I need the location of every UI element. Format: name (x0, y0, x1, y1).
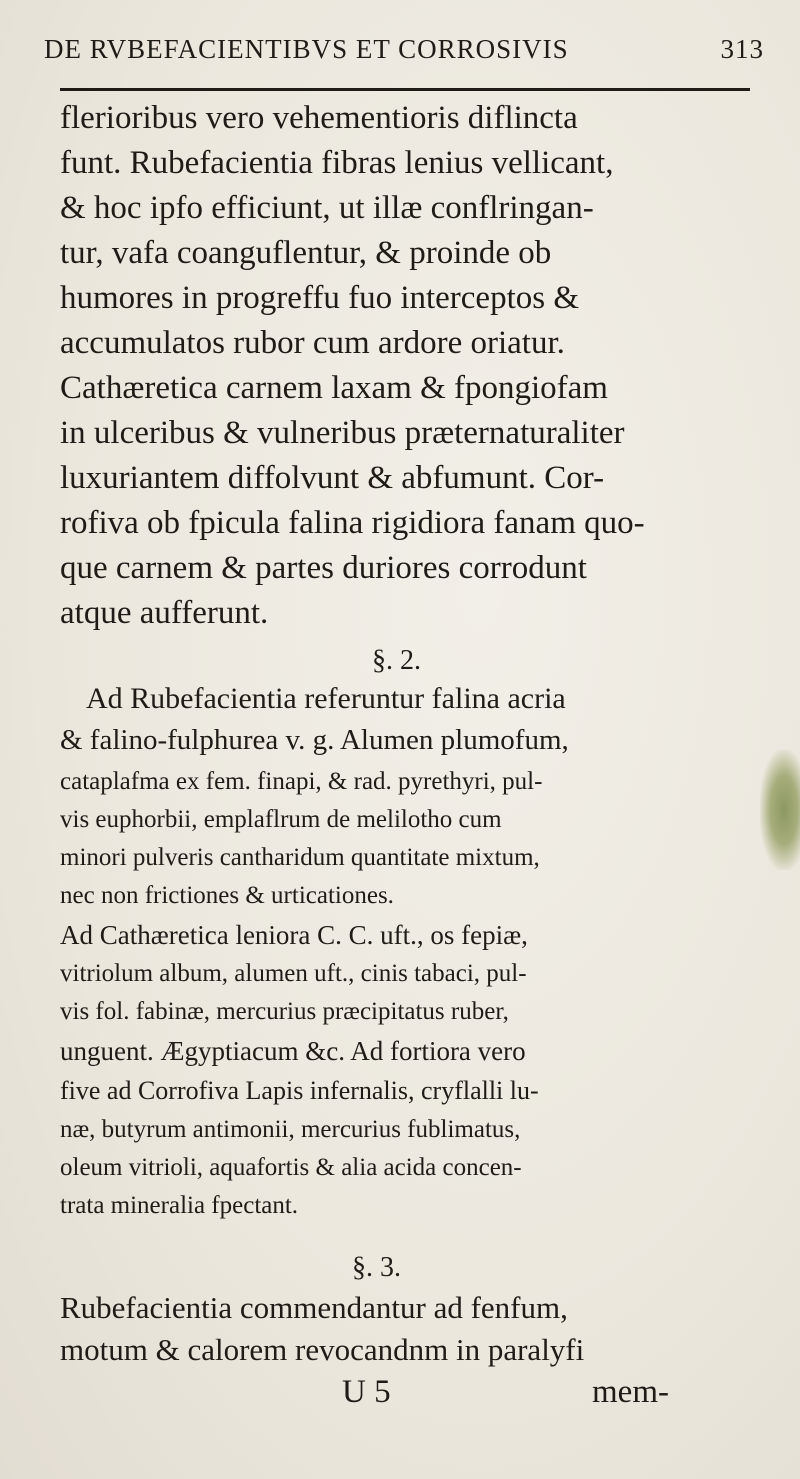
text-line: atque aufferunt. (60, 595, 269, 631)
text-line: & hoc ipfo efficiunt, ut illæ conflringan- (60, 190, 594, 226)
text-line: Ad Cathæretica leniora C. C. uft., os fepiæ, (60, 920, 528, 950)
text-line: Ad Rubefacientia referuntur falina acria (86, 682, 566, 715)
text-line: Cathæretica carnem laxam & fpongiofam (60, 370, 608, 406)
text-line: næ, butyrum antimonii, mercurius fublimatus, (60, 1116, 521, 1143)
text-line: minori pulveris cantharidum quantitate mixtum, (60, 844, 540, 871)
text-line: funt. Rubefacientia fibras lenius vellicant, (60, 145, 614, 181)
text-line: vitriolum album, alumen uft., cinis tabaci, pul- (60, 960, 527, 987)
text-line: flerioribus vero vehementioris diflincta (60, 100, 578, 136)
catchword: mem- (592, 1374, 669, 1410)
text-line: tur, vafa coanguflentur, & proinde ob (60, 235, 552, 271)
text-line: oleum vitrioli, aquafortis & alia acida concen- (60, 1154, 522, 1181)
text-line: five ad Corrofiva Lapis infernalis, cryflalli lu- (60, 1076, 539, 1105)
text-line: humores in progreffu fuo interceptos & (60, 280, 580, 316)
text-line: luxuriantem diffolvunt & abfumunt. Cor- (60, 460, 605, 496)
signature-mark: U 5 (342, 1374, 391, 1410)
text-line: vis euphorbii, emplaflrum de melilotho cum (60, 806, 502, 833)
text-line: in ulceribus & vulneribus præternaturaliter (60, 415, 625, 451)
header-title: DE RVBEFACIENTIBVS ET CORROSIVIS (44, 34, 569, 64)
text-line: Rubefacientia commendantur ad fenfum, (60, 1290, 568, 1325)
paper-stain (760, 750, 800, 870)
text-line: accumulatos rubor cum ardore oriatur. (60, 325, 565, 361)
text-line: cataplafma ex fem. finapi, & rad. pyrethyri, pul- (60, 768, 543, 795)
section-3-heading: §. 3. (352, 1252, 401, 1283)
page-number: 313 (720, 34, 764, 64)
section-2-heading: §. 2. (372, 645, 421, 676)
text-line: rofiva ob fpicula falina rigidiora fanam quo- (60, 505, 645, 541)
text-line: nec non frictiones & urticationes. (60, 882, 394, 909)
text-line: trata mineralia fpectant. (60, 1192, 299, 1219)
text-line: motum & calorem revocandnm in paralyfi (60, 1332, 585, 1367)
header-rule (60, 88, 750, 91)
text-line: que carnem & partes duriores corrodunt (60, 550, 587, 586)
text-line: & falino-fulphurea v. g. Alumen plumofum, (60, 724, 569, 756)
text-line: unguent. Ægyptiacum &c. Ad fortiora vero (60, 1036, 526, 1066)
text-line: vis fol. fabinæ, mercurius præcipitatus ruber, (60, 998, 509, 1025)
